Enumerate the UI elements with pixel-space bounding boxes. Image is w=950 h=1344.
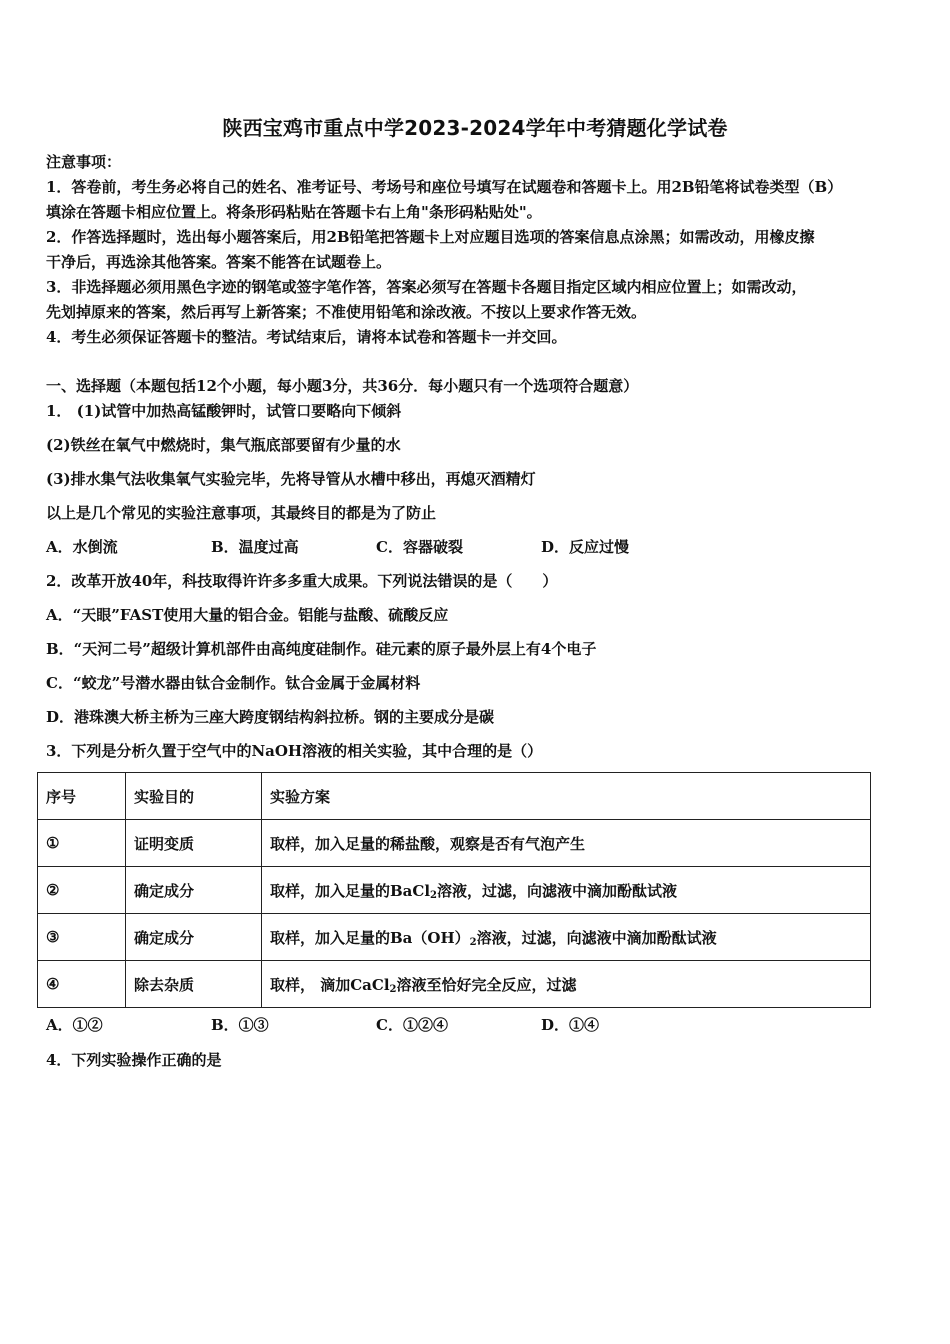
q1-option-d: D．反应过慢	[541, 538, 630, 556]
q3-option-a: A．①②	[46, 1016, 103, 1034]
q3-stem: 3．下列是分析久置于空气中的NaOH溶液的相关实验，其中合理的是（）	[46, 742, 543, 760]
row-purpose: 确定成分	[126, 867, 262, 914]
notice-line: 2．作答选择题时，选出每小题答案后，用2B铅笔把答题卡上对应题目选项的答案信息点涂黑；如需改动，用橡皮擦	[46, 228, 815, 246]
q1-line: 1． (1)试管中加热高锰酸钾时，试管口要略向下倾斜	[46, 402, 402, 420]
table-row	[38, 914, 871, 961]
notice-line: 1．答卷前，考生务必将自己的姓名、准考证号、考场号和座位号填写在试题卷和答题卡上。用2B铅笔将试卷类型（B）	[46, 178, 843, 196]
q3-option-d: D．①④	[541, 1016, 600, 1034]
q2-option-b: B．“天河二号”超级计算机部件由高纯度硅制作。硅元素的原子最外层上有4个电子	[46, 640, 597, 658]
notice-line: 先划掉原来的答案，然后再写上新答案；不准使用铅笔和涂改液。不按以上要求作答无效。	[46, 303, 647, 321]
q3-option-b: B．①③	[211, 1016, 269, 1034]
row-purpose: 除去杂质	[126, 961, 262, 1008]
table-header: 序号	[38, 773, 126, 820]
table-row	[38, 961, 871, 1008]
row-plan: 取样，加入足量的稀盐酸，观察是否有气泡产生	[262, 820, 871, 867]
row-purpose: 确定成分	[126, 914, 262, 961]
q1-line: 以上是几个常见的实验注意事项，其最终目的都是为了防止	[46, 504, 437, 522]
q1-option-b: B．温度过高	[211, 538, 299, 556]
notice-line: 4．考生必须保证答题卡的整洁。考试结束后，请将本试卷和答题卡一并交回。	[46, 328, 567, 346]
q4-stem: 4．下列实验操作正确的是	[46, 1051, 222, 1069]
q2-option-d: D．港珠澳大桥主桥为三座大跨度钢结构斜拉桥。钢的主要成分是碳	[46, 708, 495, 726]
table-header: 实验目的	[126, 773, 262, 820]
row-plan: 取样，加入足量的$Ba(OH)_2$溶液，过滤，向滤液中滴加酚酞试液	[262, 914, 871, 961]
q1-line: (2)铁丝在氧气中燃烧时，集气瓶底部要留有少量的水	[46, 436, 401, 454]
q2-stem: 2．改革开放40年，科技取得许许多多重大成果。下列说法错误的是（ ）	[46, 572, 558, 590]
row-number: ①	[38, 820, 126, 867]
notice-line: 3．非选择题必须用黑色字迹的钢笔或签字笔作答，答案必须写在答题卡各题目指定区域内相应位置上；如需改动，	[46, 278, 807, 296]
row-plan: 取样， 滴加CaCl$_2$溶液至恰好完全反应，过滤	[262, 961, 871, 1008]
q1-option-a: A．水倒流	[46, 538, 118, 556]
page-title: 陕西宝鸡市重点中学2023-2024学年中考猜题化学试卷	[222, 116, 728, 140]
table-row	[38, 867, 871, 914]
q2-option-c: C．“蛟龙”号潜水器由钛合金制作。钛合金属于金属材料	[46, 674, 421, 692]
experiment-table	[37, 772, 871, 1008]
section-heading: 一、选择题（本题包括12个小题，每小题3分，共36分．每小题只有一个选项符合题意）	[46, 377, 639, 395]
row-number: ②	[38, 867, 126, 914]
row-number: ④	[38, 961, 126, 1008]
q1-line: (3)排水集气法收集氧气实验完毕，先将导管从水槽中移出，再熄灭酒精灯	[46, 470, 536, 488]
notice-line: 干净后，再选涂其他答案。答案不能答在试题卷上。	[46, 253, 392, 271]
table-header-row	[38, 773, 871, 820]
q2-option-a: A．“天眼”FAST使用大量的铝合金。铝能与盐酸、硫酸反应	[46, 606, 449, 624]
table-row	[38, 820, 871, 867]
row-purpose: 证明变质	[126, 820, 262, 867]
notice-line: 填涂在答题卡相应位置上。将条形码粘贴在答题卡右上角"条形码粘贴处"。	[46, 203, 542, 221]
notice-heading: 注意事项：	[46, 153, 122, 171]
row-plan: 取样，加入足量的BaCl$_2$溶液，过滤，向滤液中滴加酚酞试液	[262, 867, 871, 914]
q3-option-c: C．①②④	[376, 1016, 448, 1034]
row-number: ③	[38, 914, 126, 961]
table-header: 实验方案	[262, 773, 871, 820]
q1-option-c: C．容器破裂	[376, 538, 463, 556]
